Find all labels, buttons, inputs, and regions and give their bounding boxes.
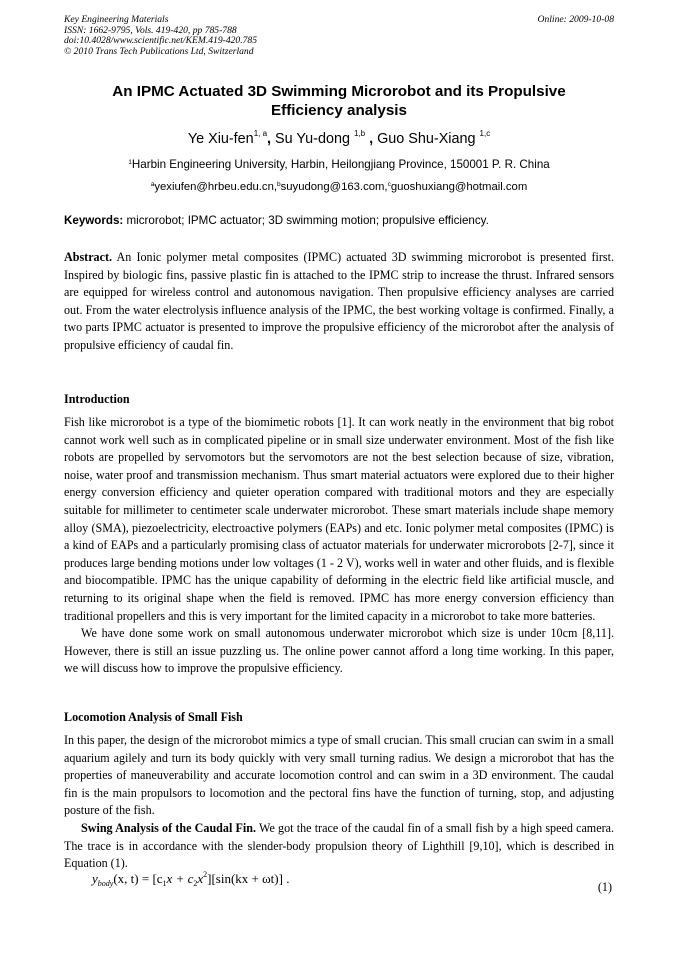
eq-c2-sub: 2	[193, 879, 198, 888]
journal-name: Key Engineering Materials	[64, 14, 169, 25]
author-name: Su Yu-dong	[275, 131, 354, 147]
eq-rhs: ][sin(kx + ωt)]	[207, 871, 283, 886]
eq-dot: .	[282, 871, 290, 886]
email-link[interactable]: suyudong@163.com,	[280, 181, 388, 193]
abstract-label: Abstract.	[64, 250, 113, 264]
affiliation	[64, 158, 614, 172]
journal-header	[64, 15, 257, 57]
locomotion-paragraph-2	[64, 820, 614, 873]
eq-x2: x	[197, 871, 204, 886]
author-name: Guo Shu-Xiang	[377, 131, 480, 147]
eq-lhs: y	[92, 871, 98, 886]
locomotion-heading: Locomotion Analysis of Small Fish	[64, 710, 243, 724]
keywords-label: Keywords:	[64, 214, 124, 227]
equation-number: (1)	[597, 880, 612, 894]
swing-analysis-label: Swing Analysis of the Caudal Fin.	[81, 820, 257, 835]
introduction-heading: Introduction	[64, 392, 130, 406]
email-sup: b	[277, 181, 281, 188]
email-sup: c	[387, 181, 391, 188]
intro-paragraph-2: We have done some work on small autonomous underwater microrobot which size is under 10cm [8,11]. However, there is still an issue puzzling us. The online power cannot afford a long time working. In this paper, we will discuss how to improve the propulsive efficiency.	[64, 626, 614, 676]
swing-analysis-text: We got the trace of the caudal fin of a small fish by a high speed camera. The trace is in accordance with the slender-body propulsion theory of Lighthill [9,10], which is described in Equation (1).	[64, 820, 615, 871]
paper-title	[64, 82, 614, 120]
author-sup: 1,c	[479, 129, 491, 138]
email-link[interactable]: guoshuxiang@hotmail.com	[390, 181, 528, 193]
email-list	[64, 180, 614, 194]
eq-mid: x + c	[166, 871, 194, 886]
affiliation-text: Harbin Engineering University, Harbin, Heilongjiang Province, 150001 P. R. China	[131, 158, 550, 171]
online-date: Online: 2009-10-08	[537, 14, 614, 25]
title-line-1: An IPMC Actuated 3D Swimming Microrobot and its Propulsive	[112, 83, 566, 100]
affiliation-sup: 1	[128, 159, 132, 166]
abstract	[64, 249, 614, 355]
issn-line: ISSN: 1662-9795, Vols. 419-420, pp 785-788	[64, 24, 237, 36]
author-sup: 1, a	[253, 129, 268, 138]
email-link[interactable]: yexiufen@hrbeu.edu.cn,	[154, 181, 277, 193]
equation-1	[92, 871, 289, 887]
keywords-text: microrobot; IPMC actuator; 3D swimming motion; propulsive efficiency.	[123, 214, 489, 227]
eq-c1-sub: 1	[162, 879, 167, 888]
author-sup: 1,b	[353, 129, 366, 138]
author-name: Ye Xiu-fen	[187, 131, 254, 147]
doi-line: doi:10.4028/www.scientific.net/KEM.419-420.785	[64, 35, 258, 47]
locomotion-paragraph-1: In this paper, the design of the microrobot mimics a type of small crucian. This small crucian can swim in a small aquarium agilely and turn its body quickly with very small turning radius. We design a microrobot that has the properties of maneuverability and accurate locomotion control and can swim in a 3D environment. The caudal fin is the main propulsors to locomotion and the pectoral fins have the function of turning, stop, and adjusting posture of the fish.	[64, 733, 614, 818]
keywords	[64, 214, 616, 228]
eq-square: 2	[203, 870, 208, 879]
title-line-2: Efficiency analysis	[271, 102, 407, 119]
locomotion-section	[64, 732, 614, 873]
copyright-line: © 2010 Trans Tech Publications Ltd, Switzerland	[64, 45, 254, 57]
author-sep: ,	[267, 131, 276, 147]
introduction-section	[64, 414, 614, 678]
eq-lhs-sub: body	[97, 879, 114, 888]
intro-paragraph-1: Fish like microrobot is a type of the biomimetic robots [1]. It can work neatly in the environment that big robot cannot work well such as in complicated pipeline or in small size underwater environment. Most of the fish like robots are propelled by servomotors but the servomotors are not the best selection because of size, vibration, noise, water proof and transmission mechanism. Thus smart material actuators were explored due to their higher energy conversion efficiency and quieter operation compared with traditional motors and they are especially suitable for millimeter to centimeter scale underwater microrobot. These smart materials include shape memory alloy (SMA), piezoelectricity, electroactive polymers (EAPs) and etc. Ionic polymer metal composites (IPMC) is a kind of EAPs and a particularly promising class of actuator materials for underwater microrobots [2-7], since it produces large bending motions under low voltages (1 - 2 V), works well in water and other fluids, and is flexible and biocompatible. IPMC has the unique capability of deforming in the electric field like artificial muscle, and returning to its original shape when the field is removed. IPMC has more energy conversion efficiency than traditional propellers and this is very important for the limited capacity in a microrobot to take more batteries.	[64, 415, 614, 623]
eq-args: (x, t) = [c	[113, 871, 163, 886]
author-sep: ,	[365, 131, 378, 147]
email-sup: a	[150, 181, 155, 188]
abstract-text: An Ionic polymer metal composites (IPMC) actuated 3D swimming microrobot is presented first. Inspired by biologic fins, passive plastic fin is attached to the IPMC strip to increase the thrust. Infrared sensors are equipped for wireless control and autonomous navigation. Then propulsive efficiency analyses are carried out. From the water electrolysis influence analysis of the IPMC, the best working voltage is confirmed. Finally, a two parts IPMC actuator is presented to improve the propulsive efficiency of the microrobot after the analysis of propulsive efficiency of caudal fin.	[64, 250, 614, 352]
author-list	[64, 130, 614, 148]
